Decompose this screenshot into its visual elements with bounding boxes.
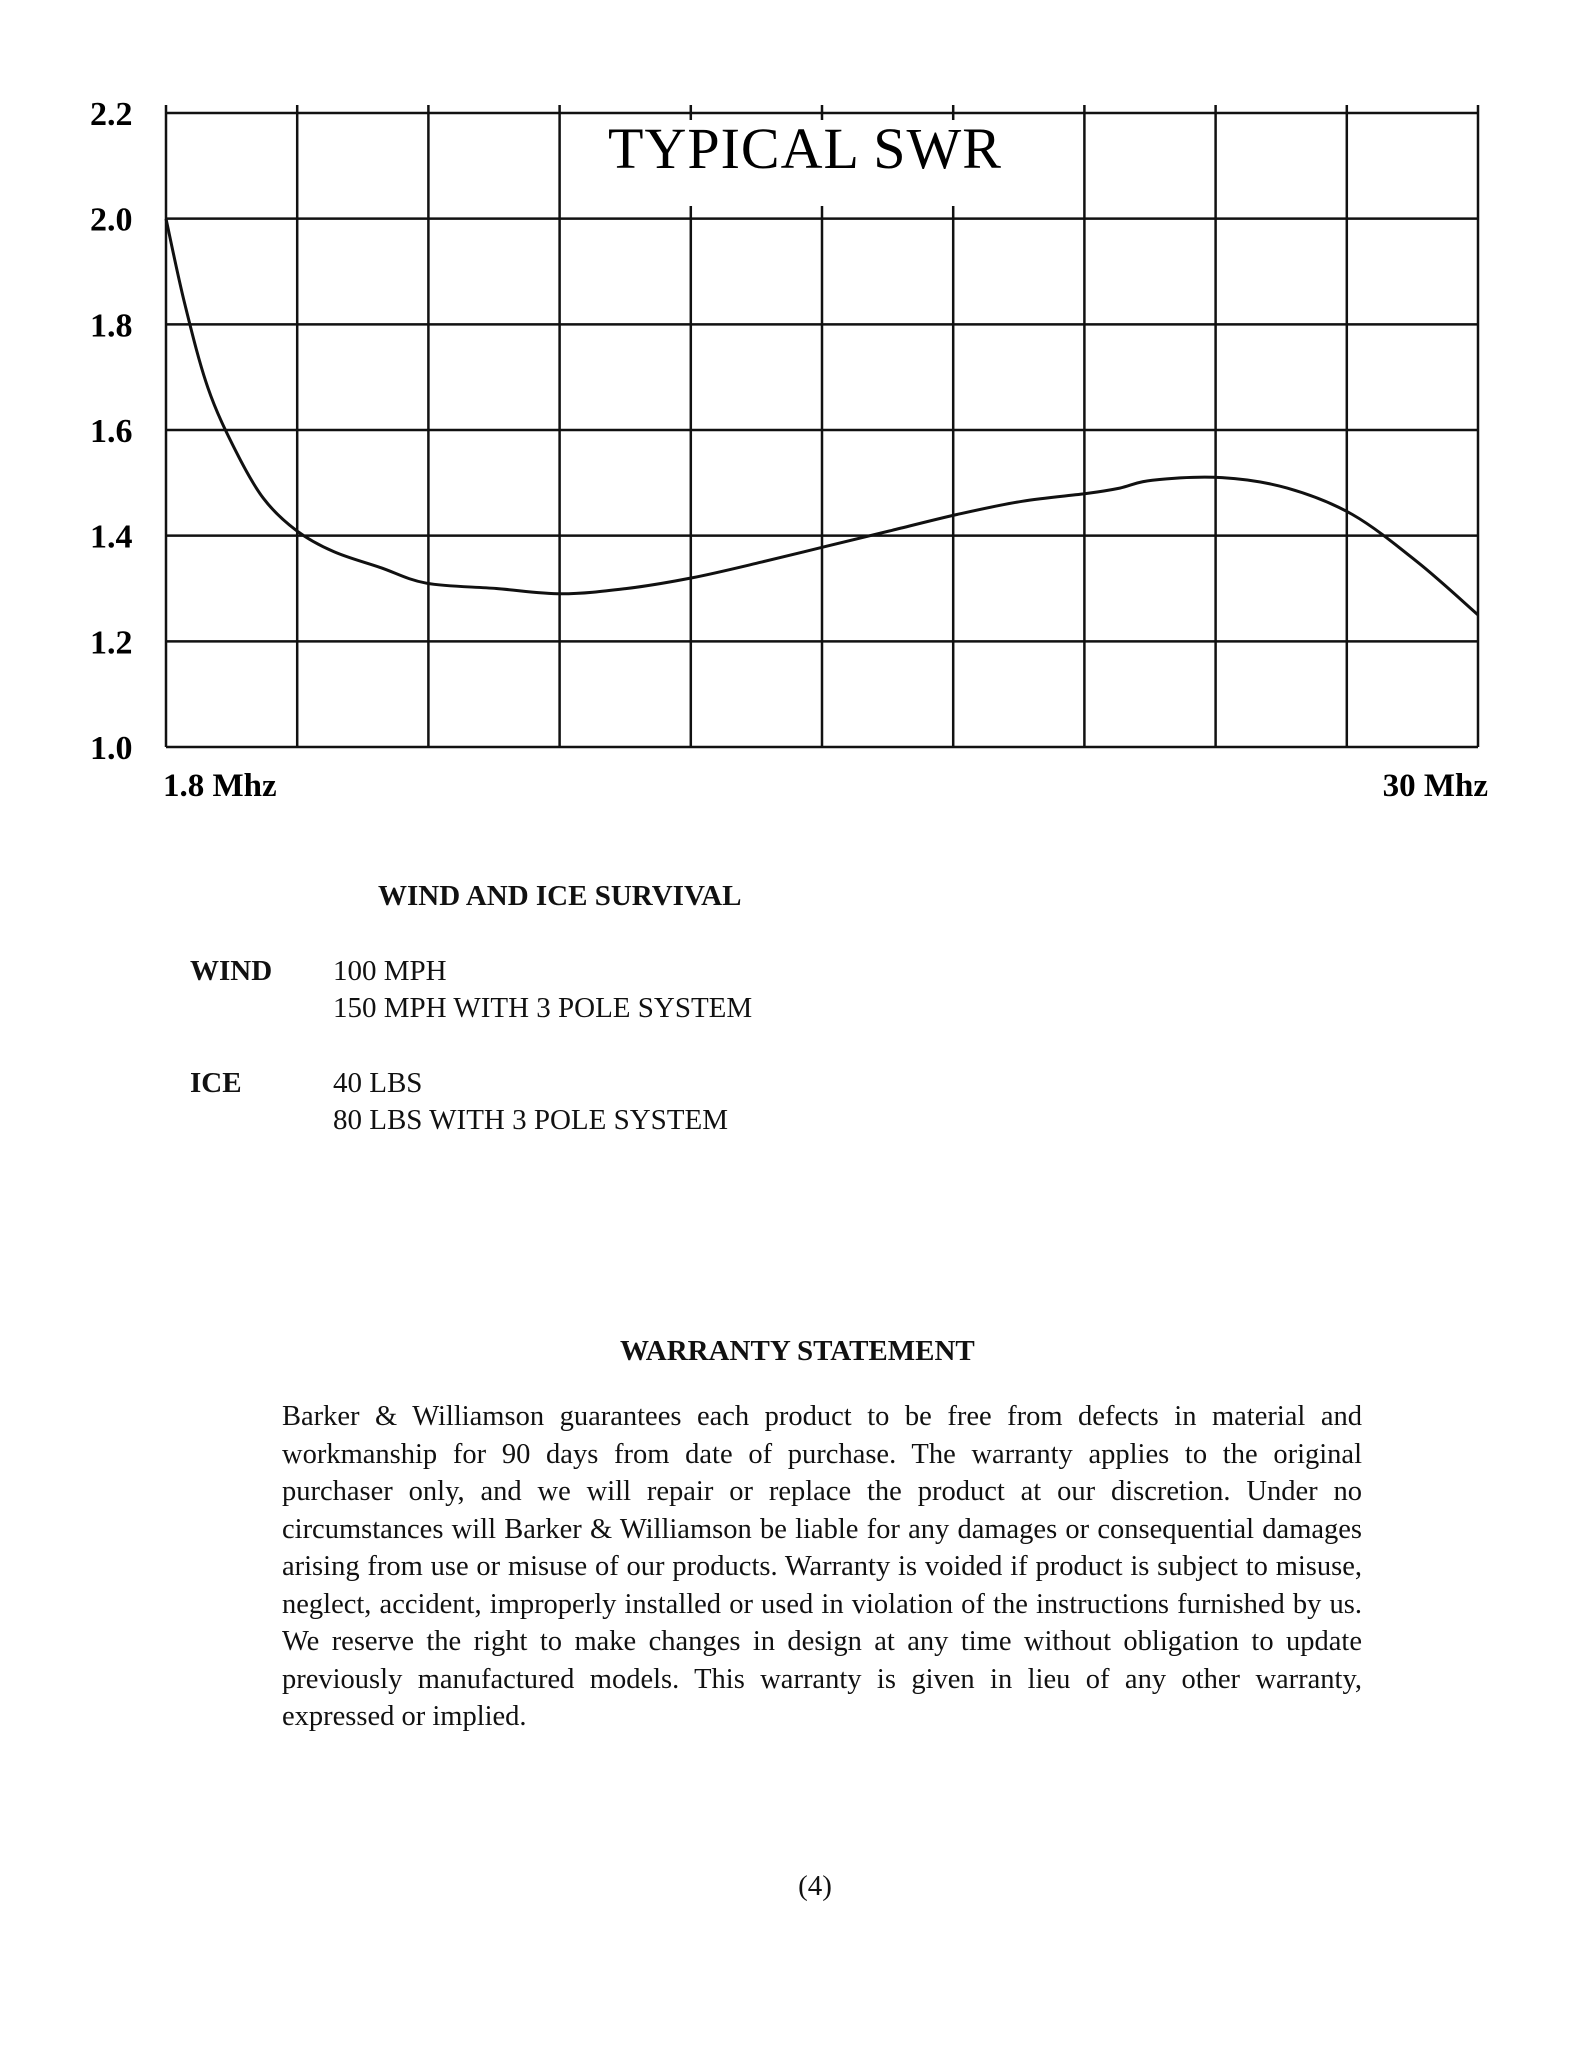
wind-ice-heading: WIND AND ICE SURVIVAL: [378, 880, 742, 912]
ice-rating-3-pole: 80 LBS WITH 3 POLE SYSTEM: [333, 1104, 729, 1136]
ice-rating: 40 LBS: [333, 1067, 423, 1099]
y-tick-label-2.2: 2.2: [90, 96, 133, 133]
y-tick-label-2.0: 2.0: [90, 201, 133, 239]
page-number: (4): [798, 1870, 832, 1902]
y-tick-label-1.0: 1.0: [90, 730, 133, 767]
x-axis-start-label: 1.8 Mhz: [163, 768, 277, 804]
swr-chart: [0, 0, 1583, 820]
y-tick-label-1.4: 1.4: [90, 518, 133, 556]
wind-label: WIND: [190, 955, 273, 987]
warranty-body: Barker & Williamson guarantees each product to be free from defects in material and workmanship for 90 days from date of purchase. The warranty applies to the original purchaser only, and we will repair or replace the product at our discretion. Under no circumstances will Barker & Williamson be liable for any damages or consequential damages arising from use or misuse of our products. Warranty is voided if product is subject to misuse, neglect, accident, improperly installed or used in violation of the instructions furnished by us. We reserve the right to make changes in design at any time without obligation to update previously manufactured models. This warranty is given in lieu of any other warranty, expressed or implied.: [282, 1401, 1362, 1732]
y-tick-label-1.8: 1.8: [90, 307, 133, 345]
y-tick-label-1.6: 1.6: [90, 413, 133, 450]
ice-label: ICE: [190, 1067, 242, 1099]
wind-rating: 100 MPH: [333, 955, 447, 987]
wind-rating-3-pole: 150 MPH WITH 3 POLE SYSTEM: [333, 992, 753, 1024]
chart-title: TYPICAL SWR: [608, 116, 1002, 181]
warranty-heading: WARRANTY STATEMENT: [620, 1335, 975, 1367]
y-tick-label-1.2: 1.2: [90, 624, 133, 662]
y-axis-ticks: [90, 96, 133, 767]
chart-title-box: [590, 116, 1020, 206]
x-axis-end-label: 30 Mhz: [1382, 768, 1488, 804]
